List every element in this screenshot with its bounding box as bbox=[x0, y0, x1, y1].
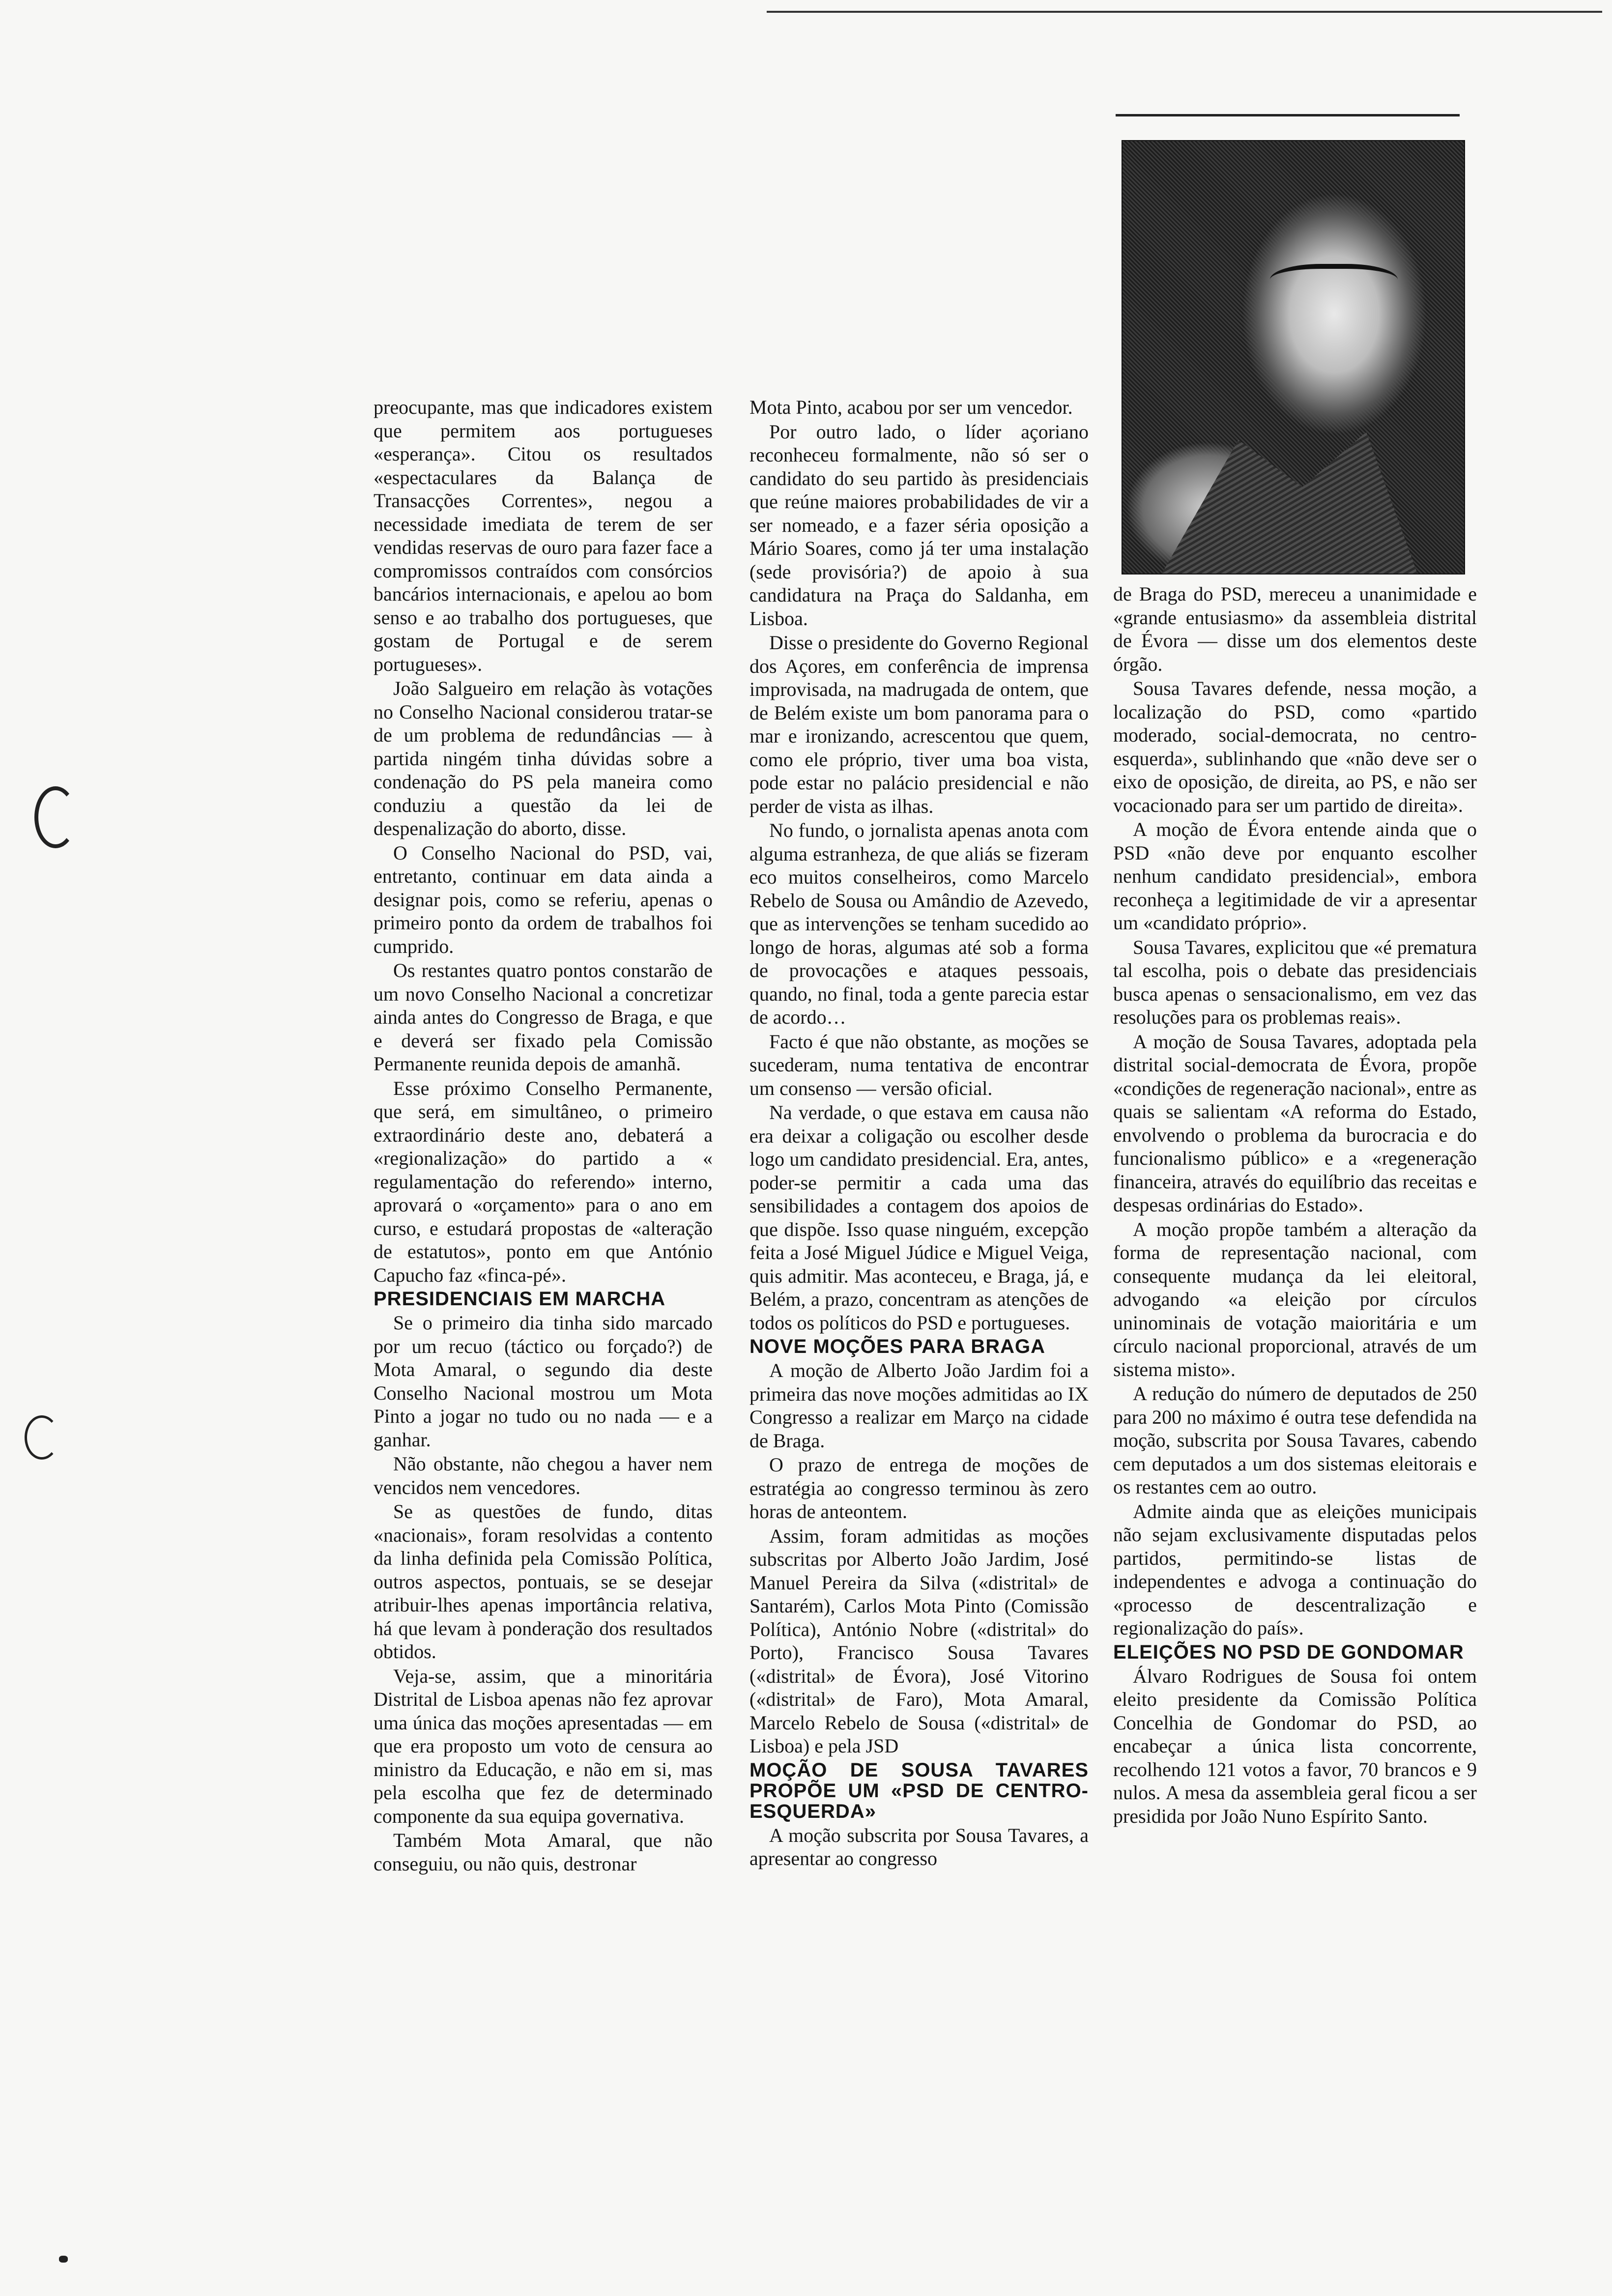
article-column-1 bbox=[374, 396, 713, 2224]
paragraph: O prazo de entrega de moções de estratégia ao congresso terminou às zero horas de anteontem. bbox=[749, 1454, 1089, 1522]
section-heading-gondomar: ELEIÇÕES NO PSD DE GONDOMAR bbox=[1113, 1641, 1464, 1663]
paragraph: preocupante, mas que indicadores existem que permitem aos portugueses «esperança». Citou os resultados «espectaculares da Balança de Transacções Correntes», negou a necessidade imediata de terem de ser vendidas reservas de ouro para fazer face a compromissos contraídos com consórcios bancários internacionais, e apelou ao bom senso e ao trabalho dos portugueses, que gostam de Portugal e de serem portugueses». bbox=[374, 396, 713, 675]
paragraph: Se as questões de fundo, ditas «nacionais», foram resolvidas a contento da linha definida pela Comissão Política, outros aspectos, pontuais, se se desejar atribuir-lhes apenas importância relativa, há que levam à ponderação dos resultados obtidos. bbox=[374, 1500, 713, 1663]
paragraph: Admite ainda que as eleições municipais não sejam exclusivamente disputadas pelos partidos, permitindo-se listas de independentes e advoga a continuação do «processo de descentralização e regionalização do país». bbox=[1113, 1500, 1477, 1639]
article-column-3 bbox=[1113, 582, 1477, 2253]
binder-hole-mark bbox=[25, 1415, 59, 1460]
section-heading-nove-mocoes: NOVE MOÇÕES PARA BRAGA bbox=[749, 1336, 1046, 1357]
paragraph: Não obstante, não chegou a haver nem vencidos nem vencedores. bbox=[374, 1453, 713, 1498]
paragraph: Disse o presidente do Governo Regional dos Açores, em conferência de imprensa improvisada, na madrugada de ontem, que de Belém existe um bom panorama para o mar e ironizando, acrescentou que quem, como ele próprio, tiver uma boa vista, pode estar no palácio presidencial e não perder de vista as ilhas. bbox=[749, 631, 1089, 817]
paragraph: Também Mota Amaral, que não conseguiu, ou não quis, destronar bbox=[374, 1829, 713, 1875]
section-heading-mocao-sousa-tavares: MOÇÃO DE SOUSA TAVARES PROPÕE UM «PSD DE CENTRO-ESQUERDA» bbox=[749, 1759, 1089, 1822]
paragraph: A moção de Sousa Tavares, adoptada pela distrital social-democrata de Évora, propõe «condições de regeneração nacional», entre as quais se salientam «A reforma do Estado, envolvendo o problema da burocracia e do funcionalismo público» e a «regeneração financeira, através do equilíbrio das receitas e despesas ordinárias do Estado». bbox=[1113, 1030, 1477, 1216]
paragraph: Sousa Tavares defende, nessa moção, a localização do PSD, como «partido moderado, social-democrata, no centro-esquerda», sublinhando que «não deve ser o eixo de oposição, de direita, ao PS, e não ser vocacionado para ser um partido de direita». bbox=[1113, 677, 1477, 816]
paragraph: Se o primeiro dia tinha sido marcado por um recuo (táctico ou forçado?) de Mota Amaral, o segundo dia deste Conselho Nacional mostrou um Mota Pinto a jogar no tudo ou no nada — e a ganhar. bbox=[374, 1312, 713, 1451]
paragraph: Os restantes quatro pontos constarão de um novo Conselho Nacional a concretizar ainda antes do Congresso de Braga, e que e deverá ser fixado pela Comissão Permanente reunida depois de amanhã. bbox=[374, 959, 713, 1075]
photo-top-rule bbox=[1116, 114, 1460, 116]
binder-hole-mark bbox=[34, 786, 77, 848]
paragraph: O Conselho Nacional do PSD, vai, entretanto, continuar em data ainda a designar pois, como se referiu, apenas o primeiro ponto da ordem de trabalhos foi cumprido. bbox=[374, 841, 713, 957]
paragraph: Esse próximo Conselho Permanente, que será, em simultâneo, o primeiro extraordinário deste ano, debaterá a «regionalização» do partido a « regulamentação do referendo» interno, aprovará o «orçamento» para o ano em curso, e estudará propostas de «alteração de estatutos», ponto em que António Capucho faz «finca-pé». bbox=[374, 1077, 713, 1286]
paragraph: Álvaro Rodrigues de Sousa foi ontem eleito presidente da Comissão Política Concelhia de Gondomar do PSD, ao encabeçar a única lista concorrente, recolhendo 121 votos a favor, 70 brancos e 9 nulos. A mesa da assembleia geral ficou a ser presidida por João Nuno Espírito Santo. bbox=[1113, 1665, 1477, 1827]
paragraph: No fundo, o jornalista apenas anota com alguma estranheza, de que aliás se fizeram eco muitos conselheiros, como Marcelo Rebelo de Sousa ou Amândio de Azevedo, que as intervenções se tenham sucedido ao longo de horas, algumas até sob a forma de provocações e ataques pessoais, quando, no final, toda a gente parecia estar de acordo… bbox=[749, 819, 1089, 1028]
paragraph: Por outro lado, o líder açoriano reconheceu formalmente, não só ser o candidato do seu partido às presidenciais que reúne maiores probabilidades de vir a ser nomeado, e a fazer séria oposição a Mário Soares, como já ter uma instalação (sede provisória?) de apoio à sua candidatura na Praça do Saldanha, em Lisboa. bbox=[749, 420, 1089, 630]
paragraph: Na verdade, o que estava em causa não era deixar a coligação ou escolher desde logo um candidato presidencial. Era, antes, poder-se permitir a cada uma das sensibilidades a contagem dos apoios de que dispõe. Isso quase ninguém, excepção feita a José Miguel Júdice e Miguel Veiga, quis admitir. Mas aconteceu, e Braga, já, e Belém, a prazo, concentram as atenções de todos os políticos do PSD e portugueses. bbox=[749, 1101, 1089, 1334]
paragraph: de Braga do PSD, mereceu a unanimidade e «grande entusiasmo» da assembleia distrital de Évora — disse um dos elementos deste órgão. bbox=[1113, 583, 1477, 675]
paragraph: A moção propõe também a alteração da forma de representação nacional, com consequente mudança da lei eleitoral, advogando «a eleição por círculos uninominais de votação maioritária e um círculo nacional proporcional, através de um sistema misto». bbox=[1113, 1218, 1477, 1380]
paragraph: Facto é que não obstante, as moções se sucederam, numa tentativa de encontrar um consenso — versão oficial. bbox=[749, 1030, 1089, 1099]
paragraph: Veja-se, assim, que a minoritária Distrital de Lisboa apenas não fez aprovar uma única das moções apresentadas — em que era proposto um voto de censura ao ministro da Educação, e não em si, mas pela escolha que fez de determinado componente da sua equipa governativa. bbox=[374, 1665, 713, 1827]
paragraph: Sousa Tavares, explicitou que «é prematura tal escolha, pois o debate das presidenciais busca apenas o sensacionalismo, em vez das resoluções para os problemas reais». bbox=[1113, 936, 1477, 1028]
portrait-glasses bbox=[1270, 264, 1398, 303]
article-column-2 bbox=[749, 396, 1089, 2224]
paragraph: A redução do número de deputados de 250 para 200 no máximo é outra tese defendida na moção, subscrita por Sousa Tavares, cabendo cem deputados a um dos sistemas eleitorais e os restantes cem ao outro. bbox=[1113, 1382, 1477, 1498]
section-heading-presidenciais: PRESIDENCIAIS EM MARCHA bbox=[374, 1288, 666, 1310]
portrait-photo bbox=[1122, 140, 1465, 574]
paragraph: João Salgueiro em relação às votações no Conselho Nacional considerou tratar-se de um problema de redundâncias — à partida ningém tinha dúvidas sobre a condenação do PS pela maneira como conduziu a questão da lei de despenalização do aborto, disse. bbox=[374, 677, 713, 839]
paragraph: A moção de Évora entende ainda que o PSD «não deve por enquanto escolher nenhum candidato presidencial», embora reconheça a legitimidade de vir a apresentar um «candidato próprio». bbox=[1113, 818, 1477, 934]
portrait-collar bbox=[1162, 416, 1417, 574]
paragraph: A moção de Alberto João Jardim foi a primeira das nove moções admitidas ao IX Congresso a realizar em Março na cidade de Braga. bbox=[749, 1359, 1089, 1452]
paragraph: Assim, foram admitidas as moções subscritas por Alberto João Jardim, José Manuel Pereira da Silva («distrital» de Santarém), Carlos Mota Pinto (Comissão Política), António Nobre («distrital» do Porto), Francisco Sousa Tavares («distrital» de Évora), José Vitorino («distrital» de Faro), Mota Amaral, Marcelo Rebelo de Sousa («distrital» de Lisboa) e pela JSD bbox=[749, 1524, 1089, 1757]
scan-speck bbox=[59, 2256, 68, 2263]
paragraph: A moção subscrita por Sousa Tavares, a apresentar ao congresso bbox=[749, 1824, 1089, 1869]
scan-top-rule bbox=[767, 11, 1602, 13]
paragraph: Mota Pinto, acabou por ser um vencedor. bbox=[749, 396, 1073, 418]
